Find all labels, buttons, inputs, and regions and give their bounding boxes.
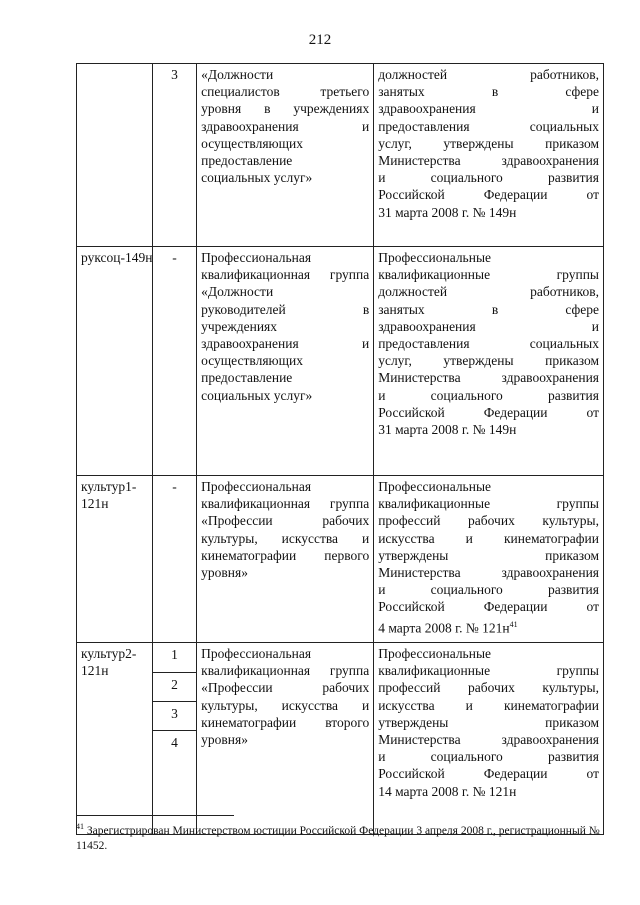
group-name-line: культуры, искусства и (201, 697, 370, 713)
group-code-cell (77, 476, 153, 643)
level-cell (152, 643, 196, 835)
legal-basis-text: 31 марта 2008 г. № 149н (378, 204, 517, 220)
group-code-cell (77, 247, 153, 476)
legal-basis-line (378, 66, 599, 83)
footnote-mark: 41 (76, 822, 84, 831)
group-name-line: предоставление (201, 153, 293, 169)
group-code: культур1-121н (81, 479, 137, 512)
legal-basis-text: и социального развития (378, 749, 599, 765)
legal-basis-text: Российской Федерации от (378, 766, 599, 782)
legal-basis-cell (374, 247, 604, 476)
legal-basis-text: услуг, утверждены приказом (378, 353, 599, 369)
group-name-line: кинематографии первого (201, 547, 370, 563)
legal-basis-text: квалификационные группы (378, 267, 599, 283)
group-name-line: уровня в учреждениях (201, 101, 370, 117)
legal-basis-text: должностей работников, (378, 284, 599, 300)
qualification-level: 3 (171, 67, 178, 82)
legal-basis-text: 31 марта 2008 г. № 149н (378, 422, 517, 438)
group-name-line: социальных услуг» (201, 170, 313, 186)
level-cell (152, 247, 196, 476)
group-name-cell (197, 64, 374, 247)
legal-basis-line (378, 387, 599, 404)
footnote-text: Зарегистрирован Министерством юстиции Российской Федерации 3 апреля 2008 г., регистрационный № 11452. (76, 824, 600, 852)
table-row (77, 476, 604, 643)
group-name-line: «Должности (201, 67, 274, 82)
group-name-line: руководителей в (201, 301, 370, 317)
legal-basis-line (378, 301, 599, 318)
legal-basis-line (378, 783, 599, 800)
legal-basis-text: 14 марта 2008 г. № 121н (378, 783, 517, 799)
group-name-line: «Профессии рабочих (201, 513, 370, 529)
qualification-level: - (172, 479, 177, 494)
legal-basis-line (378, 495, 599, 512)
group-name-line: Профессиональная (201, 479, 312, 494)
group-name-line: уровня» (201, 565, 248, 581)
legal-basis-line (378, 83, 599, 100)
legal-basis-text: 4 марта 2008 г. № 121н (378, 620, 510, 636)
legal-basis-text: профессий рабочих культуры, (378, 513, 599, 529)
table-row (77, 643, 604, 835)
legal-basis-text: профессий рабочих культуры, (378, 680, 599, 696)
legal-basis-line (378, 266, 599, 283)
legal-basis-line (378, 169, 599, 186)
group-name-line: «Должности (201, 284, 274, 300)
legal-basis-line (378, 714, 599, 731)
legal-basis-line (378, 152, 599, 169)
qualification-level: 4 (152, 730, 197, 759)
group-code-cell (77, 64, 153, 247)
legal-basis-text: Профессиональные (378, 646, 492, 661)
group-name-line: осуществляющих (201, 353, 304, 369)
legal-basis-text: утверждены приказом (378, 714, 599, 730)
legal-basis-text: Министерства здравоохранения (378, 153, 599, 169)
legal-basis-line (378, 318, 599, 335)
legal-basis-line (378, 478, 599, 495)
legal-basis-line (378, 731, 599, 748)
legal-basis-text: и социального развития (378, 387, 599, 403)
legal-basis-text: занятых в сфере (378, 84, 599, 100)
legal-basis-line (378, 404, 599, 421)
legal-basis-text: Российской Федерации от (378, 187, 599, 203)
group-name-line: Профессиональная (201, 646, 312, 661)
legal-basis-text: Министерства здравоохранения (378, 370, 599, 386)
legal-basis-text: Министерства здравоохранения (378, 732, 599, 748)
group-code-cell (77, 643, 153, 835)
legal-basis-text: квалификационные группы (378, 496, 599, 512)
footnote-reference: 41 (509, 619, 518, 629)
legal-basis-line (378, 547, 599, 564)
table-row (77, 247, 604, 476)
legal-basis-line (378, 335, 599, 352)
legal-basis-line (378, 352, 599, 369)
legal-basis-line (378, 204, 599, 221)
group-name-line: уровня» (201, 732, 248, 748)
table-row (77, 64, 604, 247)
group-name-line: здравоохранения и (201, 118, 370, 134)
group-name-line: осуществляющих (201, 135, 304, 151)
legal-basis-line (378, 512, 599, 529)
legal-basis-line (378, 100, 599, 117)
legal-basis-line (378, 697, 599, 714)
legal-basis-line (378, 765, 599, 782)
group-name-line: предоставление (201, 370, 293, 386)
group-name-cell (197, 643, 374, 835)
legal-basis-line (378, 530, 599, 547)
group-name-line: кинематографии второго (201, 714, 370, 730)
group-name-line: квалификационная группа (201, 267, 370, 283)
legal-basis-text: квалификационные группы (378, 663, 599, 679)
page-number: 212 (308, 32, 332, 48)
legal-basis-line (378, 186, 599, 203)
legal-basis-line (378, 249, 599, 266)
legal-basis-text: предоставления социальных (378, 118, 599, 134)
group-code: культур2-121н (81, 646, 137, 679)
legal-basis-text: утверждены приказом (378, 547, 599, 563)
legal-basis-text: услуг, утверждены приказом (378, 135, 599, 151)
legal-basis-text: Российской Федерации от (378, 404, 599, 420)
qualification-level: 3 (152, 701, 197, 730)
group-name-line: «Профессии рабочих (201, 680, 370, 696)
footnote (76, 819, 604, 854)
legal-basis-cell (374, 476, 604, 643)
group-name-cell (197, 476, 374, 643)
group-name-line: учреждениях (201, 318, 278, 334)
legal-basis-line (378, 369, 599, 386)
legal-basis-text: предоставления социальных (378, 336, 599, 352)
qualification-level: - (172, 250, 177, 265)
legal-basis-line (378, 564, 599, 581)
group-name-line: здравоохранения и (201, 336, 370, 352)
legal-basis-line (378, 581, 599, 598)
legal-basis-text: Российской Федерации от (378, 599, 599, 615)
legal-basis-line (378, 135, 599, 152)
legal-basis-text: Профессиональные (378, 250, 492, 265)
legal-basis-text: здравоохранения и (378, 318, 599, 334)
legal-basis-text: здравоохранения и (378, 101, 599, 117)
group-name-cell (197, 247, 374, 476)
qualification-level: 1 (171, 647, 178, 662)
legal-basis-text: занятых в сфере (378, 301, 599, 317)
group-name-line: социальных услуг» (201, 387, 313, 403)
footnote-separator (76, 815, 234, 816)
legal-basis-line (378, 748, 599, 765)
legal-basis-cell (374, 64, 604, 247)
legal-basis-line (378, 645, 599, 662)
legal-basis-line (378, 118, 599, 135)
legal-basis-line (378, 679, 599, 696)
group-name-line: квалификационная группа (201, 496, 370, 512)
qualification-groups-table (76, 63, 604, 835)
legal-basis-line (378, 421, 599, 438)
group-code: руксоц-149н (81, 250, 153, 265)
legal-basis-text: должностей работников, (378, 67, 599, 82)
legal-basis-text: Министерства здравоохранения (378, 565, 599, 581)
legal-basis-text: искусства и кинематографии (378, 697, 599, 713)
legal-basis-line (378, 662, 599, 679)
level-cell (152, 476, 196, 643)
legal-basis-line (378, 283, 599, 300)
legal-basis-text: Профессиональные (378, 479, 492, 494)
legal-basis-line (378, 598, 599, 615)
legal-basis-text: и социального развития (378, 170, 599, 186)
group-name-line: специалистов третьего (201, 84, 370, 100)
group-name-line: Профессиональная (201, 250, 312, 265)
qualification-level: 2 (152, 672, 197, 701)
level-cell (152, 64, 196, 247)
legal-basis-line (378, 616, 599, 637)
group-name-line: квалификационная группа (201, 663, 370, 679)
legal-basis-text: искусства и кинематографии (378, 530, 599, 546)
legal-basis-cell (374, 643, 604, 835)
legal-basis-text: и социального развития (378, 582, 599, 598)
group-name-line: культуры, искусства и (201, 530, 370, 546)
